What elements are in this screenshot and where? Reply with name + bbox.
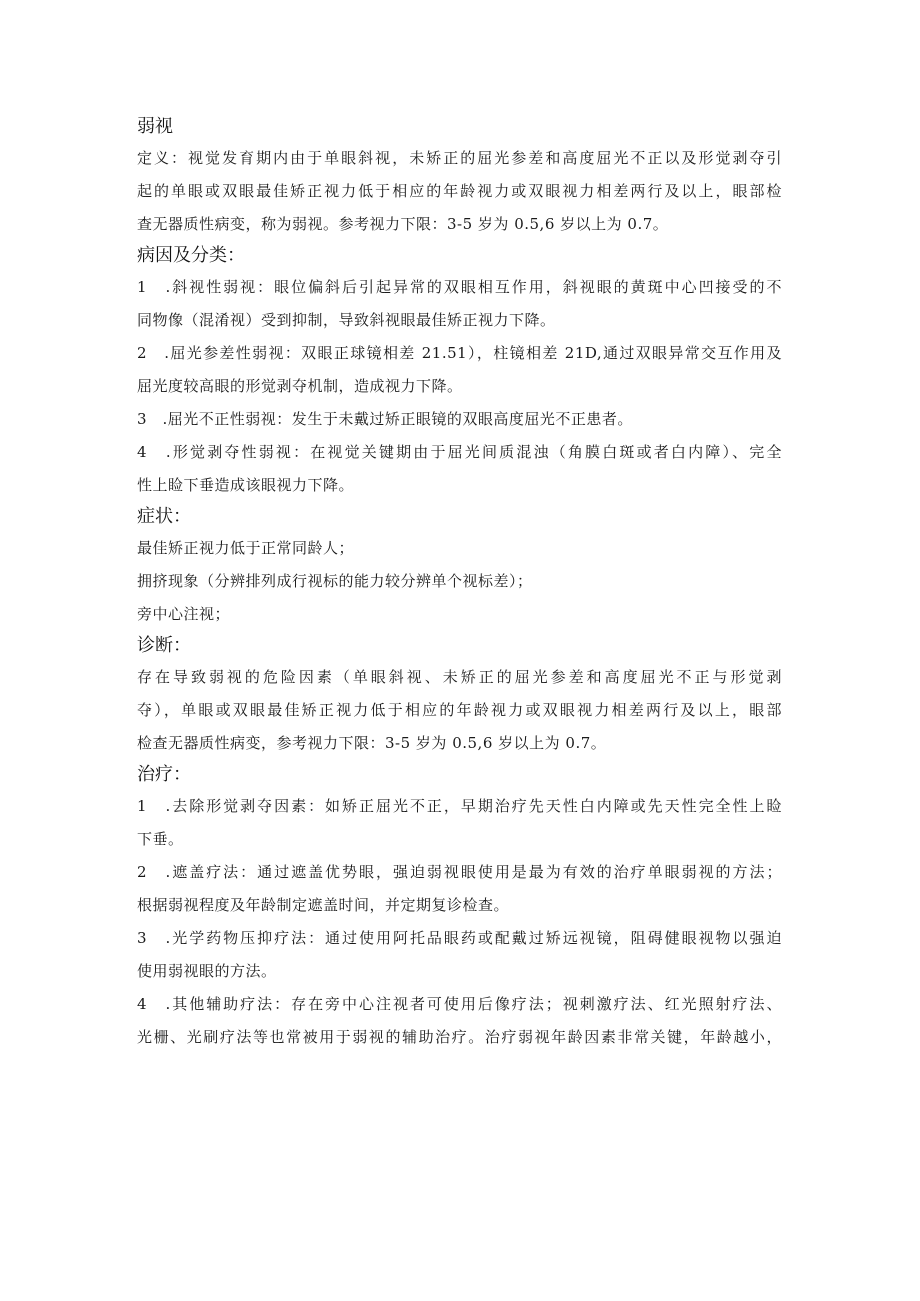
treatment-line: 3 .光学药物压抑疗法：通过使用阿托品眼药或配戴过矫远视镜，阻碍健眼视物以强迫 xyxy=(137,929,782,947)
definition-line-3: 查无器质性病变，称为弱视。参考视力下限：3-5 岁为 0.5,6 岁以上为 0.7。 xyxy=(137,215,669,233)
diagnosis-line: 夺），单眼或双眼最佳矫正视力低于相应的年龄视力或双眼视力相差两行及以上，眼部 xyxy=(137,701,782,719)
definition-section xyxy=(137,142,782,241)
treatment-line: 光栅、光刷疗法等也常被用于弱视的辅助治疗。治疗弱视年龄因素非常关键，年龄越小， xyxy=(137,1028,782,1046)
etiology-line: 1 .斜视性弱视：眼位偏斜后引起异常的双眼相互作用，斜视眼的黄斑中心凹接受的不 xyxy=(137,278,782,296)
treatment-line: 1 .去除形觉剥夺因素：如矫正屈光不正，早期治疗先天性白内障或先天性完全性上睑 xyxy=(137,797,782,815)
etiology-section xyxy=(137,271,782,502)
etiology-line: 性上睑下垂造成该眼视力下降。 xyxy=(137,476,355,494)
etiology-line: 同物像（混淆视）受到抑制，导致斜视眼最佳矫正视力下降。 xyxy=(137,311,556,329)
symptom-line: 旁中心注视； xyxy=(137,605,231,623)
treatment-line: 根据弱视程度及年龄制定遮盖时间，并定期复诊检查。 xyxy=(137,896,510,914)
etiology-line: 屈光度较高眼的形觉剥夺机制，造成视力下降。 xyxy=(137,377,463,395)
section-heading-treatment: 治疗： xyxy=(137,764,191,785)
definition-line-2: 起的单眼或双眼最佳矫正视力低于相应的年龄视力或双眼视力相差两行及以上，眼部检 xyxy=(137,182,782,200)
diagnosis-line: 检查无器质性病变，参考视力下限：3-5 岁为 0.5,6 岁以上为 0.7。 xyxy=(137,734,607,752)
document-title: 弱视 xyxy=(137,116,173,137)
definition-line-1: 定义：视觉发育期内由于单眼斜视，未矫正的屈光参差和高度屈光不正以及形觉剥夺引 xyxy=(137,149,782,167)
diagnosis-section xyxy=(137,661,782,760)
treatment-section xyxy=(137,790,782,1054)
treatment-line: 使用弱视眼的方法。 xyxy=(137,962,277,980)
symptom-line: 最佳矫正视力低于正常同龄人； xyxy=(137,539,355,557)
treatment-line: 2 .遮盖疗法：通过遮盖优势眼，强迫弱视眼使用是最为有效的治疗单眼弱视的方法； xyxy=(137,863,782,881)
section-heading-symptoms: 症状： xyxy=(137,506,191,527)
diagnosis-line: 存在导致弱视的危险因素（单眼斜视、未矫正的屈光参差和高度屈光不正与形觉剥 xyxy=(137,668,782,686)
etiology-line: 4 .形觉剥夺性弱视：在视觉关键期由于屈光间质混浊（角膜白斑或者白内障）、完全 xyxy=(137,443,782,461)
treatment-line: 4 .其他辅助疗法：存在旁中心注视者可使用后像疗法；视刺激疗法、红光照射疗法、 xyxy=(137,995,782,1013)
symptom-line: 拥挤现象（分辨排列成行视标的能力较分辨单个视标差）； xyxy=(137,572,533,590)
section-heading-etiology: 病因及分类： xyxy=(137,245,245,266)
document-page xyxy=(137,112,782,1054)
section-heading-diagnosis: 诊断： xyxy=(137,635,191,656)
treatment-line: 下垂。 xyxy=(137,830,184,848)
etiology-line: 2 .屈光参差性弱视：双眼正球镜相差 21.51），柱镜相差 21D,通过双眼异常交互作用及 xyxy=(137,344,782,362)
symptoms-section xyxy=(137,532,782,631)
etiology-line: 3 .屈光不正性弱视：发生于未戴过矫正眼镜的双眼高度屈光不正患者。 xyxy=(137,410,633,428)
